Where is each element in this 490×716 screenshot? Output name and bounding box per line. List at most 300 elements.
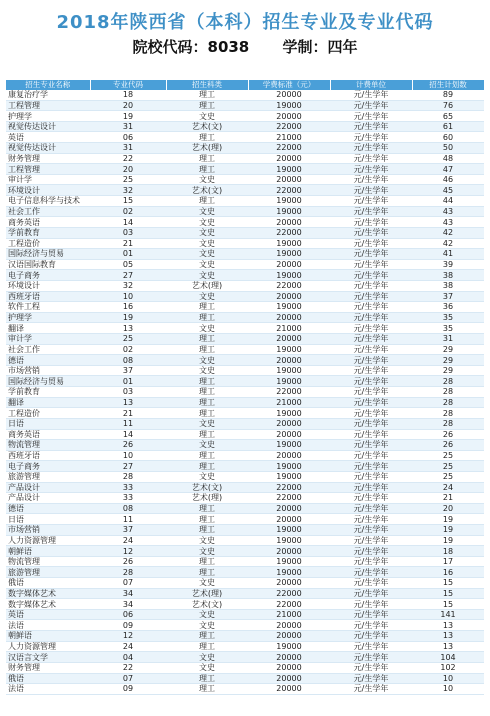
table-row xyxy=(6,440,484,451)
table-row xyxy=(6,450,484,461)
cell-tuition: 20000 xyxy=(248,111,330,122)
cell-major-name: 工程造价 xyxy=(6,408,90,419)
cell-major-code: 22 xyxy=(90,662,166,673)
cell-quota: 28 xyxy=(412,376,484,387)
cell-tuition: 19000 xyxy=(248,376,330,387)
cell-major-code: 03 xyxy=(90,227,166,238)
school-code: 院校代码：8038 xyxy=(132,38,250,56)
cell-unit: 元/生学年 xyxy=(330,121,412,132)
cell-category: 文史 xyxy=(166,365,248,376)
cell-unit: 元/生学年 xyxy=(330,493,412,504)
cell-tuition: 20000 xyxy=(248,546,330,557)
cell-quota: 41 xyxy=(412,249,484,260)
table-row xyxy=(6,408,484,419)
cell-unit: 元/生学年 xyxy=(330,249,412,260)
cell-unit: 元/生学年 xyxy=(330,588,412,599)
cell-unit: 元/生学年 xyxy=(330,662,412,673)
cell-tuition: 21000 xyxy=(248,132,330,143)
cell-category: 理工 xyxy=(166,397,248,408)
cell-major-name: 视觉传达设计 xyxy=(6,121,90,132)
cell-unit: 元/生学年 xyxy=(330,206,412,217)
cell-major-name: 数字媒体艺术 xyxy=(6,599,90,610)
cell-category: 文史 xyxy=(166,291,248,302)
cell-tuition: 22000 xyxy=(248,599,330,610)
cell-category: 文史 xyxy=(166,270,248,281)
cell-unit: 元/生学年 xyxy=(330,673,412,684)
table-row xyxy=(6,365,484,376)
cell-quota: 37 xyxy=(412,291,484,302)
cell-category: 艺术(理) xyxy=(166,493,248,504)
cell-unit: 元/生学年 xyxy=(330,524,412,535)
table-row xyxy=(6,312,484,323)
header-tuition: 学费标准（元） xyxy=(248,80,330,90)
table-row xyxy=(6,334,484,345)
cell-category: 文史 xyxy=(166,217,248,228)
cell-major-name: 法语 xyxy=(6,684,90,695)
cell-tuition: 19000 xyxy=(248,206,330,217)
cell-quota: 45 xyxy=(412,185,484,196)
cell-major-name: 视觉传达设计 xyxy=(6,143,90,154)
cell-tuition: 19000 xyxy=(248,408,330,419)
cell-major-name: 财务管理 xyxy=(6,662,90,673)
cell-tuition: 22000 xyxy=(248,185,330,196)
cell-major-name: 工程管理 xyxy=(6,164,90,175)
cell-major-code: 24 xyxy=(90,641,166,652)
cell-category: 理工 xyxy=(166,164,248,175)
cell-major-code: 32 xyxy=(90,185,166,196)
cell-quota: 29 xyxy=(412,355,484,366)
cell-major-name: 环境设计 xyxy=(6,280,90,291)
table-row xyxy=(6,418,484,429)
cell-unit: 元/生学年 xyxy=(330,302,412,313)
table-row xyxy=(6,387,484,398)
cell-unit: 元/生学年 xyxy=(330,164,412,175)
cell-category: 文史 xyxy=(166,652,248,663)
table-row xyxy=(6,535,484,546)
cell-tuition: 19000 xyxy=(248,270,330,281)
cell-tuition: 19000 xyxy=(248,238,330,249)
cell-major-code: 11 xyxy=(90,514,166,525)
table-row xyxy=(6,620,484,631)
cell-major-code: 21 xyxy=(90,408,166,419)
cell-unit: 元/生学年 xyxy=(330,291,412,302)
cell-major-code: 20 xyxy=(90,164,166,175)
cell-major-name: 商务英语 xyxy=(6,429,90,440)
header-quota: 招生计划数 xyxy=(412,80,484,90)
cell-major-name: 财务管理 xyxy=(6,153,90,164)
cell-tuition: 20000 xyxy=(248,174,330,185)
cell-tuition: 20000 xyxy=(248,355,330,366)
cell-quota: 16 xyxy=(412,567,484,578)
cell-category: 艺术(文) xyxy=(166,482,248,493)
cell-major-code: 27 xyxy=(90,461,166,472)
cell-category: 理工 xyxy=(166,503,248,514)
cell-major-name: 翻译 xyxy=(6,397,90,408)
table-row xyxy=(6,196,484,207)
cell-major-code: 37 xyxy=(90,365,166,376)
cell-tuition: 22000 xyxy=(248,143,330,154)
cell-major-code: 12 xyxy=(90,631,166,642)
header-unit: 计费单位 xyxy=(330,80,412,90)
cell-unit: 元/生学年 xyxy=(330,344,412,355)
cell-major-name: 电子信息科学与技术 xyxy=(6,196,90,207)
cell-quota: 25 xyxy=(412,461,484,472)
table-row xyxy=(6,684,484,695)
table-row xyxy=(6,323,484,334)
cell-major-name: 日语 xyxy=(6,514,90,525)
cell-unit: 元/生学年 xyxy=(330,174,412,185)
cell-category: 理工 xyxy=(166,631,248,642)
cell-tuition: 19000 xyxy=(248,302,330,313)
table-row xyxy=(6,238,484,249)
table-row xyxy=(6,344,484,355)
cell-major-code: 25 xyxy=(90,174,166,185)
table-row xyxy=(6,461,484,472)
table-row xyxy=(6,143,484,154)
cell-major-code: 32 xyxy=(90,280,166,291)
school-info xyxy=(0,36,490,57)
table-row xyxy=(6,217,484,228)
cell-category: 理工 xyxy=(166,132,248,143)
cell-category: 理工 xyxy=(166,684,248,695)
table-row xyxy=(6,259,484,270)
cell-category: 理工 xyxy=(166,450,248,461)
cell-major-code: 31 xyxy=(90,121,166,132)
cell-tuition: 19000 xyxy=(248,100,330,111)
header-category: 招生科类 xyxy=(166,80,248,90)
cell-major-code: 08 xyxy=(90,355,166,366)
cell-major-code: 33 xyxy=(90,493,166,504)
cell-quota: 29 xyxy=(412,365,484,376)
cell-tuition: 19000 xyxy=(248,461,330,472)
cell-major-code: 02 xyxy=(90,206,166,217)
cell-unit: 元/生学年 xyxy=(330,641,412,652)
cell-major-code: 24 xyxy=(90,535,166,546)
cell-major-code: 33 xyxy=(90,482,166,493)
cell-major-code: 15 xyxy=(90,196,166,207)
cell-category: 文史 xyxy=(166,227,248,238)
cell-major-name: 德语 xyxy=(6,503,90,514)
cell-quota: 141 xyxy=(412,609,484,620)
cell-category: 文史 xyxy=(166,174,248,185)
cell-unit: 元/生学年 xyxy=(330,684,412,695)
cell-major-code: 14 xyxy=(90,217,166,228)
cell-major-name: 物流管理 xyxy=(6,440,90,451)
cell-major-name: 数字媒体艺术 xyxy=(6,588,90,599)
cell-major-code: 07 xyxy=(90,673,166,684)
cell-quota: 38 xyxy=(412,270,484,281)
cell-unit: 元/生学年 xyxy=(330,418,412,429)
cell-quota: 15 xyxy=(412,588,484,599)
cell-category: 文史 xyxy=(166,535,248,546)
cell-quota: 35 xyxy=(412,312,484,323)
cell-unit: 元/生学年 xyxy=(330,376,412,387)
cell-tuition: 21000 xyxy=(248,609,330,620)
cell-unit: 元/生学年 xyxy=(330,365,412,376)
cell-unit: 元/生学年 xyxy=(330,546,412,557)
cell-quota: 104 xyxy=(412,652,484,663)
cell-tuition: 19000 xyxy=(248,164,330,175)
cell-category: 艺术(理) xyxy=(166,588,248,599)
cell-major-code: 02 xyxy=(90,344,166,355)
table-row xyxy=(6,631,484,642)
cell-quota: 61 xyxy=(412,121,484,132)
cell-unit: 元/生学年 xyxy=(330,471,412,482)
cell-quota: 20 xyxy=(412,503,484,514)
cell-tuition: 22000 xyxy=(248,227,330,238)
cell-tuition: 20000 xyxy=(248,662,330,673)
cell-tuition: 20000 xyxy=(248,153,330,164)
cell-major-name: 护理学 xyxy=(6,111,90,122)
cell-major-name: 法语 xyxy=(6,620,90,631)
cell-major-code: 20 xyxy=(90,100,166,111)
table-row xyxy=(6,673,484,684)
table-row xyxy=(6,291,484,302)
cell-category: 文史 xyxy=(166,620,248,631)
cell-category: 理工 xyxy=(166,387,248,398)
cell-category: 文史 xyxy=(166,206,248,217)
cell-category: 理工 xyxy=(166,153,248,164)
cell-category: 文史 xyxy=(166,418,248,429)
table-row xyxy=(6,249,484,260)
cell-quota: 18 xyxy=(412,546,484,557)
cell-tuition: 20000 xyxy=(248,429,330,440)
table-row xyxy=(6,376,484,387)
cell-tuition: 20000 xyxy=(248,673,330,684)
table-row xyxy=(6,132,484,143)
cell-unit: 元/生学年 xyxy=(330,90,412,100)
cell-category: 艺术(理) xyxy=(166,280,248,291)
table-row xyxy=(6,567,484,578)
cell-quota: 44 xyxy=(412,196,484,207)
cell-major-name: 康复治疗学 xyxy=(6,90,90,100)
cell-quota: 25 xyxy=(412,471,484,482)
cell-tuition: 19000 xyxy=(248,249,330,260)
cell-unit: 元/生学年 xyxy=(330,620,412,631)
cell-major-name: 商务英语 xyxy=(6,217,90,228)
cell-tuition: 20000 xyxy=(248,450,330,461)
cell-tuition: 19000 xyxy=(248,535,330,546)
cell-major-name: 市场营销 xyxy=(6,365,90,376)
table-row xyxy=(6,588,484,599)
cell-tuition: 20000 xyxy=(248,620,330,631)
table-row xyxy=(6,185,484,196)
cell-major-name: 社会工作 xyxy=(6,344,90,355)
header-major-name: 招生专业名称 xyxy=(6,80,90,90)
cell-major-code: 07 xyxy=(90,578,166,589)
cell-tuition: 20000 xyxy=(248,217,330,228)
table-row xyxy=(6,652,484,663)
cell-quota: 42 xyxy=(412,227,484,238)
cell-quota: 10 xyxy=(412,673,484,684)
cell-major-name: 英语 xyxy=(6,609,90,620)
cell-tuition: 20000 xyxy=(248,291,330,302)
cell-unit: 元/生学年 xyxy=(330,143,412,154)
cell-quota: 24 xyxy=(412,482,484,493)
cell-quota: 10 xyxy=(412,684,484,695)
cell-quota: 48 xyxy=(412,153,484,164)
cell-tuition: 20000 xyxy=(248,578,330,589)
cell-category: 理工 xyxy=(166,461,248,472)
table-row xyxy=(6,270,484,281)
cell-tuition: 20000 xyxy=(248,418,330,429)
cell-unit: 元/生学年 xyxy=(330,217,412,228)
cell-major-name: 电子商务 xyxy=(6,461,90,472)
cell-major-code: 25 xyxy=(90,334,166,345)
table-row xyxy=(6,280,484,291)
cell-quota: 15 xyxy=(412,578,484,589)
table-row xyxy=(6,397,484,408)
cell-category: 理工 xyxy=(166,90,248,100)
cell-tuition: 20000 xyxy=(248,334,330,345)
cell-category: 文史 xyxy=(166,609,248,620)
cell-major-code: 01 xyxy=(90,376,166,387)
cell-major-code: 26 xyxy=(90,556,166,567)
cell-unit: 元/生学年 xyxy=(330,100,412,111)
table-row xyxy=(6,100,484,111)
cell-unit: 元/生学年 xyxy=(330,440,412,451)
cell-major-code: 08 xyxy=(90,503,166,514)
cell-unit: 元/生学年 xyxy=(330,334,412,345)
cell-category: 艺术(文) xyxy=(166,185,248,196)
cell-tuition: 20000 xyxy=(248,503,330,514)
cell-tuition: 19000 xyxy=(248,524,330,535)
cell-major-name: 审计学 xyxy=(6,334,90,345)
cell-tuition: 22000 xyxy=(248,387,330,398)
cell-unit: 元/生学年 xyxy=(330,196,412,207)
cell-quota: 60 xyxy=(412,132,484,143)
cell-quota: 15 xyxy=(412,599,484,610)
cell-quota: 19 xyxy=(412,524,484,535)
cell-major-name: 西班牙语 xyxy=(6,450,90,461)
cell-category: 理工 xyxy=(166,312,248,323)
cell-major-name: 日语 xyxy=(6,418,90,429)
cell-tuition: 20000 xyxy=(248,90,330,100)
cell-category: 艺术(文) xyxy=(166,121,248,132)
cell-major-name: 英语 xyxy=(6,132,90,143)
cell-major-code: 11 xyxy=(90,418,166,429)
cell-category: 理工 xyxy=(166,673,248,684)
cell-unit: 元/生学年 xyxy=(330,461,412,472)
cell-category: 理工 xyxy=(166,376,248,387)
cell-major-name: 国际经济与贸易 xyxy=(6,249,90,260)
cell-quota: 13 xyxy=(412,641,484,652)
cell-unit: 元/生学年 xyxy=(330,567,412,578)
cell-major-code: 05 xyxy=(90,259,166,270)
cell-major-name: 工程管理 xyxy=(6,100,90,111)
cell-tuition: 22000 xyxy=(248,121,330,132)
cell-tuition: 20000 xyxy=(248,312,330,323)
table-row xyxy=(6,599,484,610)
table-row xyxy=(6,471,484,482)
cell-category: 文史 xyxy=(166,662,248,673)
cell-quota: 36 xyxy=(412,302,484,313)
cell-major-code: 10 xyxy=(90,450,166,461)
cell-major-code: 13 xyxy=(90,397,166,408)
cell-unit: 元/生学年 xyxy=(330,652,412,663)
cell-major-name: 汉语言文学 xyxy=(6,652,90,663)
table-row xyxy=(6,302,484,313)
cell-tuition: 20000 xyxy=(248,259,330,270)
cell-major-name: 护理学 xyxy=(6,312,90,323)
cell-major-name: 俄语 xyxy=(6,673,90,684)
cell-major-code: 09 xyxy=(90,684,166,695)
table-row xyxy=(6,662,484,673)
cell-category: 文史 xyxy=(166,546,248,557)
cell-quota: 35 xyxy=(412,323,484,334)
header-major-code: 专业代码 xyxy=(90,80,166,90)
cell-category: 艺术(文) xyxy=(166,599,248,610)
cell-unit: 元/生学年 xyxy=(330,514,412,525)
cell-unit: 元/生学年 xyxy=(330,153,412,164)
cell-major-code: 34 xyxy=(90,588,166,599)
table-row xyxy=(6,493,484,504)
cell-quota: 102 xyxy=(412,662,484,673)
table-header-row xyxy=(6,80,484,90)
table-row xyxy=(6,206,484,217)
cell-major-code: 06 xyxy=(90,132,166,143)
cell-category: 理工 xyxy=(166,196,248,207)
cell-tuition: 19000 xyxy=(248,365,330,376)
cell-major-code: 14 xyxy=(90,429,166,440)
cell-major-name: 审计学 xyxy=(6,174,90,185)
cell-quota: 29 xyxy=(412,344,484,355)
cell-quota: 28 xyxy=(412,397,484,408)
cell-quota: 26 xyxy=(412,429,484,440)
cell-category: 理工 xyxy=(166,100,248,111)
cell-category: 理工 xyxy=(166,567,248,578)
cell-category: 理工 xyxy=(166,408,248,419)
cell-major-name: 国际经济与贸易 xyxy=(6,376,90,387)
cell-major-name: 软件工程 xyxy=(6,302,90,313)
cell-quota: 89 xyxy=(412,90,484,100)
cell-tuition: 22000 xyxy=(248,482,330,493)
cell-quota: 28 xyxy=(412,418,484,429)
cell-major-code: 34 xyxy=(90,599,166,610)
cell-unit: 元/生学年 xyxy=(330,599,412,610)
cell-major-code: 18 xyxy=(90,90,166,100)
cell-major-code: 37 xyxy=(90,524,166,535)
cell-unit: 元/生学年 xyxy=(330,259,412,270)
cell-major-name: 俄语 xyxy=(6,578,90,589)
table-row xyxy=(6,355,484,366)
cell-major-name: 汉语国际教育 xyxy=(6,259,90,270)
table-row xyxy=(6,164,484,175)
table-row xyxy=(6,174,484,185)
cell-major-name: 学前教育 xyxy=(6,387,90,398)
table-row xyxy=(6,546,484,557)
cell-category: 理工 xyxy=(166,556,248,567)
cell-unit: 元/生学年 xyxy=(330,450,412,461)
cell-quota: 47 xyxy=(412,164,484,175)
cell-major-code: 13 xyxy=(90,323,166,334)
cell-quota: 21 xyxy=(412,493,484,504)
cell-major-code: 06 xyxy=(90,609,166,620)
table-row xyxy=(6,578,484,589)
table-row xyxy=(6,153,484,164)
cell-tuition: 22000 xyxy=(248,588,330,599)
cell-unit: 元/生学年 xyxy=(330,111,412,122)
cell-category: 理工 xyxy=(166,524,248,535)
cell-quota: 28 xyxy=(412,408,484,419)
cell-tuition: 19000 xyxy=(248,471,330,482)
cell-category: 理工 xyxy=(166,302,248,313)
cell-major-name: 社会工作 xyxy=(6,206,90,217)
cell-category: 理工 xyxy=(166,429,248,440)
cell-category: 文史 xyxy=(166,440,248,451)
cell-major-name: 电子商务 xyxy=(6,270,90,281)
cell-major-name: 翻译 xyxy=(6,323,90,334)
